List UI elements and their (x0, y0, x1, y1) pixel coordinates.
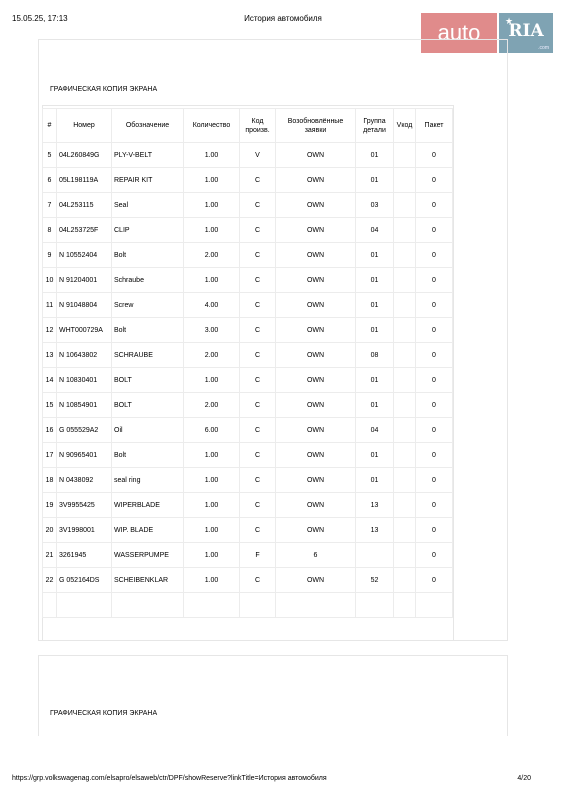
cell-part-group: 01 (356, 243, 394, 268)
cell-manufacturer-code: C (240, 243, 276, 268)
cell-row-index: 10 (43, 268, 57, 293)
cell-vcode (394, 493, 416, 518)
table-row (43, 518, 453, 543)
cell-package: 0 (416, 193, 453, 218)
cell-renewed-orders: OWN (276, 393, 356, 418)
cell-package: 0 (416, 393, 453, 418)
cell-part-group: 52 (356, 568, 394, 593)
logo-domain: .com (538, 45, 549, 51)
cell-designation: SCHEIBENKLAR (112, 568, 184, 593)
cell-vcode (394, 343, 416, 368)
cell-row-index: 21 (43, 543, 57, 568)
cell-part-number: 04L260849G (57, 143, 112, 168)
cell-manufacturer-code: C (240, 193, 276, 218)
cell-part-group: 01 (356, 318, 394, 343)
cell-row-index: 17 (43, 443, 57, 468)
cell-quantity: 1.00 (184, 193, 240, 218)
cell-package: 0 (416, 168, 453, 193)
cell-empty (43, 593, 57, 618)
cell-quantity: 2.00 (184, 393, 240, 418)
cell-vcode (394, 143, 416, 168)
cell-manufacturer-code: C (240, 368, 276, 393)
cell-part-group: 01 (356, 268, 394, 293)
cell-row-index: 6 (43, 168, 57, 193)
cell-manufacturer-code: C (240, 293, 276, 318)
cell-row-index: 14 (43, 368, 57, 393)
cell-quantity: 1.00 (184, 143, 240, 168)
table-row (43, 468, 453, 493)
table-row (43, 293, 453, 318)
table-row (43, 318, 453, 343)
cell-quantity: 2.00 (184, 343, 240, 368)
cell-vcode (394, 318, 416, 343)
cell-empty (240, 593, 276, 618)
cell-part-group: 04 (356, 418, 394, 443)
cell-row-index: 19 (43, 493, 57, 518)
cell-row-index: 16 (43, 418, 57, 443)
cell-package: 0 (416, 268, 453, 293)
cell-vcode (394, 293, 416, 318)
cell-empty (112, 593, 184, 618)
cell-manufacturer-code: C (240, 268, 276, 293)
cell-manufacturer-code: F (240, 543, 276, 568)
cell-designation: Oil (112, 418, 184, 443)
cell-vcode (394, 518, 416, 543)
cell-quantity: 4.00 (184, 293, 240, 318)
cell-designation: BOLT (112, 368, 184, 393)
cell-package: 0 (416, 368, 453, 393)
page-title: История автомобиля (244, 14, 322, 23)
cell-designation: WIPERBLADE (112, 493, 184, 518)
screen-copy-frame-2 (38, 655, 508, 736)
table-row (43, 268, 453, 293)
cell-renewed-orders: OWN (276, 218, 356, 243)
cell-empty (356, 593, 394, 618)
cell-renewed-orders: OWN (276, 318, 356, 343)
cell-package: 0 (416, 493, 453, 518)
cell-manufacturer-code: C (240, 468, 276, 493)
cell-part-group: 03 (356, 193, 394, 218)
cell-package: 0 (416, 468, 453, 493)
cell-designation: PLY-V-BELT (112, 143, 184, 168)
table-row (43, 418, 453, 443)
cell-part-group: 13 (356, 493, 394, 518)
cell-renewed-orders: OWN (276, 518, 356, 543)
cell-quantity: 1.00 (184, 218, 240, 243)
cell-vcode (394, 268, 416, 293)
cell-part-number: N 10643802 (57, 343, 112, 368)
cell-vcode (394, 443, 416, 468)
cell-quantity: 1.00 (184, 168, 240, 193)
cell-quantity: 2.00 (184, 243, 240, 268)
cell-part-number: N 0438092 (57, 468, 112, 493)
footer-url: https://grp.volkswagenag.com/elsapro/elsaweb/ctr/DPF/showReserve?linkTitle=История автомобиля (12, 775, 327, 782)
col-header-designation: Обозначение (112, 109, 184, 143)
table-header-row (43, 109, 453, 143)
table-row (43, 568, 453, 593)
cell-quantity: 1.00 (184, 543, 240, 568)
cell-renewed-orders: OWN (276, 568, 356, 593)
table-row (43, 343, 453, 368)
col-header-part-group: Группа детали (356, 109, 394, 143)
cell-vcode (394, 368, 416, 393)
cell-manufacturer-code: C (240, 168, 276, 193)
cell-renewed-orders: OWN (276, 493, 356, 518)
cell-manufacturer-code: C (240, 343, 276, 368)
cell-part-number: G 055529A2 (57, 418, 112, 443)
col-header-number: Номер (57, 109, 112, 143)
cell-row-index: 8 (43, 218, 57, 243)
cell-designation: Bolt (112, 243, 184, 268)
page-number: 4/20 (517, 775, 531, 782)
cell-manufacturer-code: C (240, 318, 276, 343)
cell-designation: Bolt (112, 318, 184, 343)
cell-part-number: 3V9955425 (57, 493, 112, 518)
cell-renewed-orders: OWN (276, 143, 356, 168)
cell-row-index: 18 (43, 468, 57, 493)
cell-package: 0 (416, 143, 453, 168)
cell-manufacturer-code: C (240, 443, 276, 468)
cell-renewed-orders: OWN (276, 343, 356, 368)
cell-part-number: 05L198119A (57, 168, 112, 193)
cell-package: 0 (416, 243, 453, 268)
cell-row-index: 22 (43, 568, 57, 593)
table-row-empty (43, 593, 453, 618)
cell-part-group: 01 (356, 168, 394, 193)
cell-vcode (394, 568, 416, 593)
cell-package: 0 (416, 218, 453, 243)
cell-part-number: N 91048804 (57, 293, 112, 318)
cell-designation: CLIP (112, 218, 184, 243)
cell-part-number: 04L253115 (57, 193, 112, 218)
cell-renewed-orders: OWN (276, 468, 356, 493)
cell-quantity: 1.00 (184, 268, 240, 293)
cell-package: 0 (416, 343, 453, 368)
cell-part-number: N 10552404 (57, 243, 112, 268)
table-row (43, 218, 453, 243)
cell-quantity: 1.00 (184, 493, 240, 518)
col-header-manufacturer-code: Код произв. (240, 109, 276, 143)
cell-row-index: 7 (43, 193, 57, 218)
cell-part-group (356, 543, 394, 568)
cell-designation: WIP. BLADE (112, 518, 184, 543)
cell-quantity: 3.00 (184, 318, 240, 343)
cell-quantity: 1.00 (184, 568, 240, 593)
cell-designation: SCHRAUBE (112, 343, 184, 368)
cell-renewed-orders: 6 (276, 543, 356, 568)
screen-copy-label-2: ГРАФИЧЕСКАЯ КОПИЯ ЭКРАНА (50, 710, 158, 717)
cell-quantity: 6.00 (184, 418, 240, 443)
cell-renewed-orders: OWN (276, 368, 356, 393)
cell-part-group: 04 (356, 218, 394, 243)
cell-part-group: 01 (356, 468, 394, 493)
col-header-renewed-orders: Возобновлённые заявки (276, 109, 356, 143)
cell-package: 0 (416, 543, 453, 568)
table-row (43, 368, 453, 393)
cell-quantity: 1.00 (184, 443, 240, 468)
cell-part-group: 01 (356, 393, 394, 418)
cell-row-index: 20 (43, 518, 57, 543)
cell-vcode (394, 468, 416, 493)
cell-vcode (394, 218, 416, 243)
cell-part-number: N 91204001 (57, 268, 112, 293)
col-header-index: # (43, 109, 57, 143)
cell-manufacturer-code: V (240, 143, 276, 168)
cell-designation: Screw (112, 293, 184, 318)
cell-renewed-orders: OWN (276, 168, 356, 193)
cell-vcode (394, 168, 416, 193)
cell-part-number: N 90965401 (57, 443, 112, 468)
cell-designation: Seal (112, 193, 184, 218)
cell-renewed-orders: OWN (276, 268, 356, 293)
cell-part-number: 3261945 (57, 543, 112, 568)
print-date: 15.05.25, 17:13 (12, 14, 68, 23)
cell-part-number: 04L253725F (57, 218, 112, 243)
cell-package: 0 (416, 293, 453, 318)
cell-row-index: 15 (43, 393, 57, 418)
cell-empty (57, 593, 112, 618)
cell-part-group: 01 (356, 368, 394, 393)
cell-quantity: 1.00 (184, 468, 240, 493)
star-icon: ★ (505, 16, 514, 26)
cell-part-number: N 10830401 (57, 368, 112, 393)
cell-renewed-orders: OWN (276, 243, 356, 268)
col-header-vcode: Vкод (394, 109, 416, 143)
cell-empty (276, 593, 356, 618)
cell-part-number: WHT000729A (57, 318, 112, 343)
cell-row-index: 11 (43, 293, 57, 318)
cell-row-index: 13 (43, 343, 57, 368)
cell-package: 0 (416, 518, 453, 543)
cell-part-group: 08 (356, 343, 394, 368)
cell-row-index: 9 (43, 243, 57, 268)
cell-part-group: 01 (356, 443, 394, 468)
parts-table (42, 108, 453, 618)
cell-designation: BOLT (112, 393, 184, 418)
table-row (43, 143, 453, 168)
cell-designation: WASSERPUMPE (112, 543, 184, 568)
cell-manufacturer-code: C (240, 218, 276, 243)
cell-vcode (394, 193, 416, 218)
table-row (43, 168, 453, 193)
cell-row-index: 12 (43, 318, 57, 343)
screen-copy-label: ГРАФИЧЕСКАЯ КОПИЯ ЭКРАНА (50, 86, 158, 93)
cell-renewed-orders: OWN (276, 443, 356, 468)
cell-renewed-orders: OWN (276, 293, 356, 318)
cell-renewed-orders: OWN (276, 418, 356, 443)
cell-part-number: N 10854901 (57, 393, 112, 418)
cell-vcode (394, 543, 416, 568)
cell-package: 0 (416, 443, 453, 468)
col-header-package: Пакет (416, 109, 453, 143)
table-row (43, 193, 453, 218)
cell-package: 0 (416, 418, 453, 443)
cell-designation: Schraube (112, 268, 184, 293)
cell-part-number: G 052164DS (57, 568, 112, 593)
cell-manufacturer-code: C (240, 568, 276, 593)
cell-package: 0 (416, 318, 453, 343)
cell-designation: REPAIR KIT (112, 168, 184, 193)
cell-empty (394, 593, 416, 618)
logo-ria-label: RIA (508, 21, 544, 41)
table-row (43, 543, 453, 568)
cell-row-index: 5 (43, 143, 57, 168)
cell-renewed-orders: OWN (276, 193, 356, 218)
cell-designation: seal ring (112, 468, 184, 493)
logo-auto-text: auto (421, 13, 497, 53)
cell-part-number: 3V1998001 (57, 518, 112, 543)
cell-empty (184, 593, 240, 618)
cell-quantity: 1.00 (184, 368, 240, 393)
cell-manufacturer-code: C (240, 518, 276, 543)
cell-part-group: 01 (356, 143, 394, 168)
cell-manufacturer-code: C (240, 493, 276, 518)
cell-vcode (394, 243, 416, 268)
cell-manufacturer-code: C (240, 393, 276, 418)
cell-vcode (394, 393, 416, 418)
table-row (43, 243, 453, 268)
cell-part-group: 13 (356, 518, 394, 543)
cell-vcode (394, 418, 416, 443)
cell-package: 0 (416, 568, 453, 593)
col-header-quantity: Количество (184, 109, 240, 143)
cell-empty (416, 593, 453, 618)
table-row (43, 393, 453, 418)
table-row (43, 493, 453, 518)
cell-designation: Bolt (112, 443, 184, 468)
cell-part-group: 01 (356, 293, 394, 318)
cell-quantity: 1.00 (184, 518, 240, 543)
table-row (43, 443, 453, 468)
cell-manufacturer-code: C (240, 418, 276, 443)
